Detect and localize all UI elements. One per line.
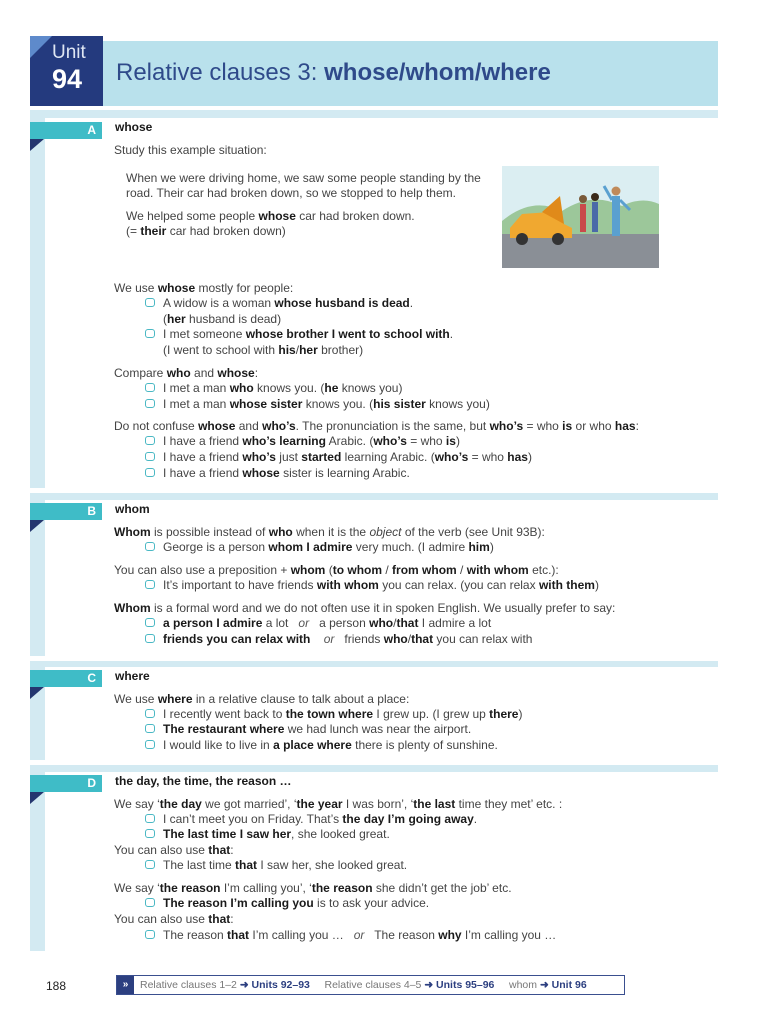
example-text: The restaurant where we had lunch was near the airport. — [163, 722, 472, 736]
example-text: George is a person whom I admire very much. (I admire him) — [163, 540, 494, 554]
example-bullet — [145, 860, 155, 869]
section-d-tab: D — [30, 775, 102, 792]
example-bullet — [145, 383, 155, 392]
example-bullet — [145, 930, 155, 939]
box-line-4: (= their car had broken down) — [126, 224, 286, 238]
cross-reference-arrow-icon: » — [117, 976, 134, 994]
unit-label: Unit — [52, 42, 86, 63]
example-text: a person I admire a lot or a person who/that I admire a lot — [163, 616, 492, 630]
section-a-intro: Study this example situation: — [114, 143, 267, 157]
example-bullet — [145, 452, 155, 461]
broken-down-car-illustration — [502, 166, 659, 268]
section-d-line-8: You can also use that: — [114, 912, 234, 926]
page-number: 188 — [46, 979, 67, 993]
box-line-1: When we were driving home, we saw some people standing by the — [126, 171, 481, 185]
section-d-line-4: You can also use that: — [114, 843, 234, 857]
example-bullet — [145, 580, 155, 589]
section-b-line-3: You can also use a preposition + whom (to whom / from whom / with whom etc.): — [114, 563, 559, 577]
section-b-title: whom — [115, 502, 150, 516]
section-a-line-6: Compare who and whose: — [114, 366, 259, 380]
example-text: It’s important to have friends with whom you can relax. (you can relax with them) — [163, 578, 599, 592]
example-note: (I went to school with his/her brother) — [163, 343, 364, 357]
section-d-line-6: We say ‘the reason I’m calling you’, ‘the reason she didn’t get the job’ etc. — [114, 881, 512, 895]
example-bullet — [145, 724, 155, 733]
example-text: The last time I saw her, she looked great. — [163, 827, 390, 841]
section-b-line-5: Whom is a formal word and we do not often use it in spoken English. We usually prefer to say: — [114, 601, 616, 615]
section-a-line-9: Do not confuse whose and who’s. The pronunciation is the same, but who’s = who is or who has: — [114, 419, 639, 433]
example-text: I would like to live in a place where there is plenty of sunshine. — [163, 738, 498, 752]
section-a-title: whose — [115, 120, 153, 134]
example-bullet — [145, 898, 155, 907]
example-text: I have a friend whose sister is learning Arabic. — [163, 466, 410, 480]
example-text: I have a friend who’s learning Arabic. (who’s = who is) — [163, 434, 460, 448]
example-bullet — [145, 709, 155, 718]
example-bullet — [145, 634, 155, 643]
section-a-tab: A — [30, 122, 102, 139]
example-text: The reason I’m calling you is to ask your advice. — [163, 896, 430, 910]
example-text: A widow is a woman whose husband is dead. — [163, 296, 414, 310]
section-a-line-1: We use whose mostly for people: — [114, 281, 294, 295]
cross-reference-box — [116, 975, 625, 995]
box-line-2: road. Their car had broken down, so we stopped to help them. — [126, 186, 456, 200]
section-c-tab: C — [30, 670, 102, 687]
example-bullet — [145, 542, 155, 551]
example-text: I met a man whose sister knows you. (his sister knows you) — [163, 397, 490, 411]
example-bullet — [145, 740, 155, 749]
section-a-tab-fold — [30, 139, 44, 151]
section-d-tab-fold — [30, 792, 44, 804]
section-c-title: where — [115, 669, 150, 683]
example-text: I recently went back to the town where I grew up. (I grew up there) — [163, 707, 523, 721]
section-b-tab-fold — [30, 520, 44, 532]
unit-number: 94 — [52, 64, 83, 94]
example-text: I met someone whose brother I went to school with. — [163, 327, 454, 341]
example-bullet — [145, 468, 155, 477]
section-b-tab: B — [30, 503, 102, 520]
example-bullet — [145, 399, 155, 408]
example-bullet — [145, 436, 155, 445]
section-b-line-1: Whom is possible instead of who when it is the object of the verb (see Unit 93B): — [114, 525, 545, 539]
section-c-tab-fold — [30, 687, 44, 699]
example-text: I have a friend who’s just started learning Arabic. (who’s = who has) — [163, 450, 532, 464]
page-title: Relative clauses 3: whose/whom/where — [116, 59, 551, 86]
example-bullet — [145, 829, 155, 838]
example-bullet — [145, 814, 155, 823]
example-bullet — [145, 618, 155, 627]
example-bullet — [145, 298, 155, 307]
section-d-title: the day, the time, the reason … — [115, 774, 292, 788]
example-note: (her husband is dead) — [163, 312, 282, 326]
example-text: The last time that I saw her, she looked great. — [163, 858, 408, 872]
example-text: I can’t meet you on Friday. That’s the day I’m going away. — [163, 812, 478, 826]
cross-reference-links[interactable]: Relative clauses 1–2 ➜ Units 92–93 Relative clauses 4–5 ➜ Units 95–96 whom ➜ Unit 96 — [140, 979, 587, 991]
section-d-line-1: We say ‘the day we got married’, ‘the year I was born’, ‘the last time they met’ etc. : — [114, 797, 563, 811]
box-line-3: We helped some people whose car had broken down. — [126, 209, 415, 223]
unit-fold-decoration — [30, 36, 52, 58]
example-bullet — [145, 329, 155, 338]
example-text: friends you can relax with or friends who/that you can relax with — [163, 632, 533, 646]
example-text: I met a man who knows you. (he knows you) — [163, 381, 403, 395]
section-c-line-1: We use where in a relative clause to talk about a place: — [114, 692, 410, 706]
example-text: The reason that I’m calling you … or The reason why I’m calling you … — [163, 928, 557, 942]
